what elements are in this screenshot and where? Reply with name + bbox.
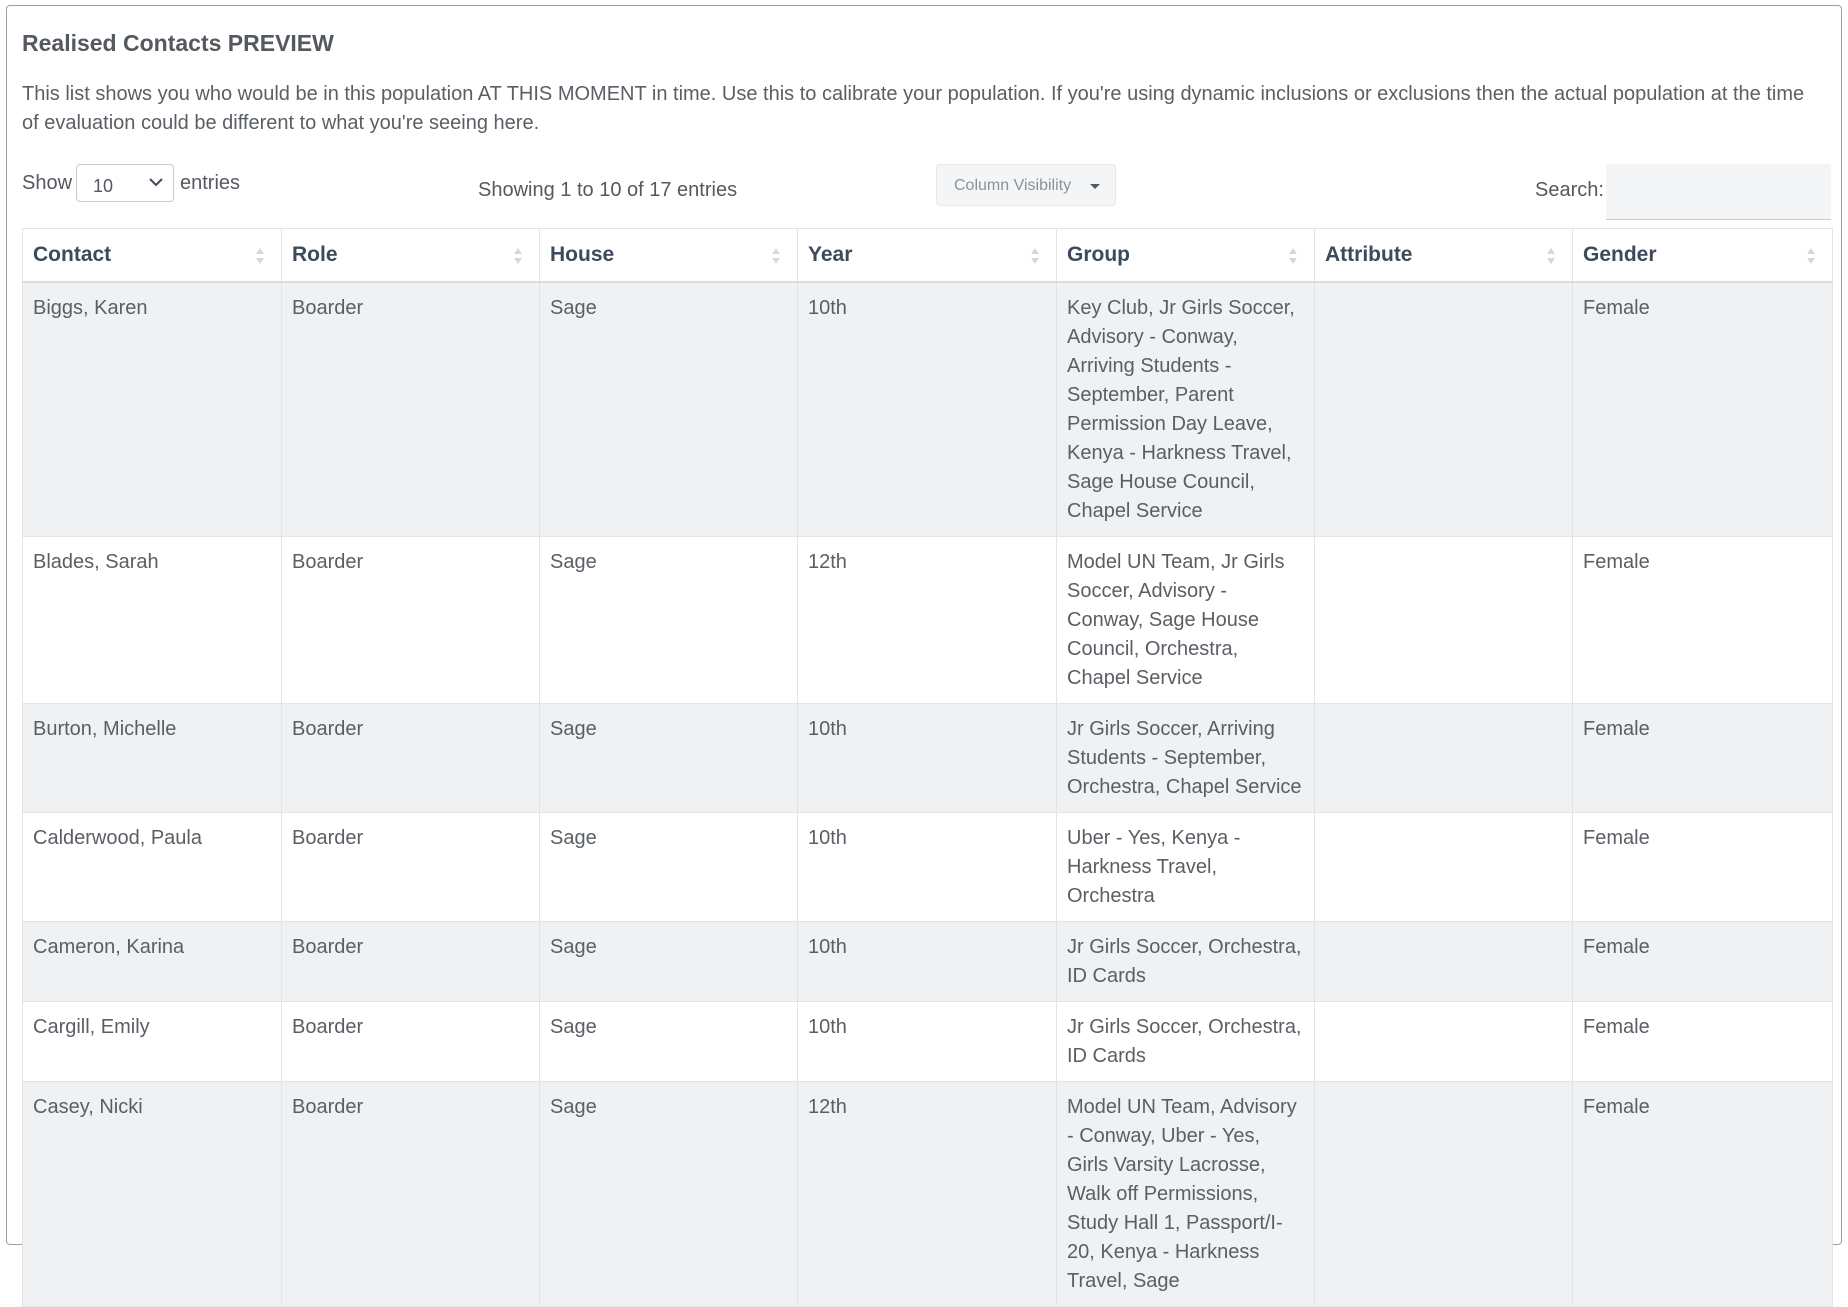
sort-icon	[1806, 246, 1816, 266]
cell-house: Sage	[540, 813, 798, 922]
cell-house: Sage	[540, 537, 798, 704]
column-header-label: Attribute	[1325, 243, 1413, 266]
cell-gender: Female	[1573, 813, 1833, 922]
entries-label: entries	[180, 172, 241, 194]
table-header-row	[23, 229, 1833, 283]
panel-description: This list shows you who would be in this population AT THIS MOMENT in time. Use this to calibrate your population. If you're using dynamic inclusions or exclusions then the actual population at the time of evaluation could be different to what you're seeing here.	[22, 83, 1805, 134]
cell-group: Jr Girls Soccer, Orchestra, ID Cards	[1057, 1002, 1315, 1082]
column-header-label: Contact	[33, 243, 112, 266]
column-header-label: Gender	[1583, 243, 1657, 266]
sort-icon	[1288, 246, 1298, 266]
column-header-contact[interactable]	[23, 229, 282, 283]
show-label: Show	[22, 172, 73, 194]
table-row[interactable]	[23, 282, 1833, 537]
cell-role: Boarder	[282, 922, 540, 1002]
cell-attribute	[1315, 282, 1573, 537]
column-header-role[interactable]	[282, 229, 540, 283]
cell-attribute	[1315, 922, 1573, 1002]
cell-attribute	[1315, 1082, 1573, 1307]
cell-gender: Female	[1573, 704, 1833, 813]
cell-gender: Female	[1573, 1002, 1833, 1082]
sort-icon	[255, 246, 265, 266]
cell-contact: Casey, Nicki	[23, 1082, 282, 1307]
cell-group: Key Club, Jr Girls Soccer, Advisory - Conway, Arriving Students - September, Parent Permission Day Leave, Kenya - Harkness Travel, Sage House Council, Chapel Service	[1057, 282, 1315, 537]
column-visibility-button[interactable]	[936, 164, 1116, 206]
cell-contact: Blades, Sarah	[23, 537, 282, 704]
cell-year: 10th	[798, 282, 1057, 537]
cell-year: 12th	[798, 1082, 1057, 1307]
sort-icon	[513, 246, 523, 266]
table-row[interactable]	[23, 1002, 1833, 1082]
column-header-year[interactable]	[798, 229, 1057, 283]
table-row[interactable]	[23, 704, 1833, 813]
sort-icon	[1030, 246, 1040, 266]
cell-gender: Female	[1573, 1082, 1833, 1307]
table-info: Showing 1 to 10 of 17 entries	[478, 179, 738, 201]
search-input[interactable]	[1606, 164, 1831, 220]
cell-role: Boarder	[282, 704, 540, 813]
search-label: Search:	[1535, 179, 1604, 201]
cell-attribute	[1315, 813, 1573, 922]
cell-role: Boarder	[282, 537, 540, 704]
table-row[interactable]	[23, 537, 1833, 704]
cell-attribute	[1315, 1002, 1573, 1082]
column-header-label: Group	[1067, 243, 1130, 266]
cell-contact: Calderwood, Paula	[23, 813, 282, 922]
sort-icon	[1546, 246, 1556, 266]
cell-contact: Cameron, Karina	[23, 922, 282, 1002]
caret-down-icon	[1090, 184, 1100, 189]
column-visibility-label: Column Visibility	[954, 177, 1072, 194]
cell-group: Uber - Yes, Kenya - Harkness Travel, Orchestra	[1057, 813, 1315, 922]
cell-gender: Female	[1573, 922, 1833, 1002]
cell-contact: Biggs, Karen	[23, 282, 282, 537]
realised-contacts-panel	[6, 5, 1842, 1292]
cell-year: 12th	[798, 537, 1057, 704]
cell-role: Boarder	[282, 282, 540, 537]
cell-house: Sage	[540, 282, 798, 537]
cell-contact: Burton, Michelle	[23, 704, 282, 813]
cell-role: Boarder	[282, 813, 540, 922]
cell-attribute	[1315, 704, 1573, 813]
column-header-house[interactable]	[540, 229, 798, 283]
table-row[interactable]	[23, 1082, 1833, 1307]
cell-year: 10th	[798, 1002, 1057, 1082]
column-header-gender[interactable]	[1573, 229, 1833, 283]
cell-year: 10th	[798, 922, 1057, 1002]
cell-contact: Cargill, Emily	[23, 1002, 282, 1082]
entries-per-page-select[interactable]	[76, 164, 174, 202]
cell-group: Model UN Team, Advisory - Conway, Uber - Yes, Girls Varsity Lacrosse, Walk off Permissions, Study Hall 1, Passport/I-20, Kenya - Harkness Travel, Sage	[1057, 1082, 1315, 1307]
table-body	[23, 282, 1833, 1307]
column-header-attribute[interactable]	[1315, 229, 1573, 283]
chevron-down-icon	[147, 173, 165, 191]
cell-house: Sage	[540, 1002, 798, 1082]
cell-gender: Female	[1573, 282, 1833, 537]
cell-house: Sage	[540, 922, 798, 1002]
cell-house: Sage	[540, 1082, 798, 1307]
cell-attribute	[1315, 537, 1573, 704]
contacts-table	[22, 228, 1833, 1307]
column-header-label: Role	[292, 243, 338, 266]
cell-gender: Female	[1573, 537, 1833, 704]
cell-group: Jr Girls Soccer, Orchestra, ID Cards	[1057, 922, 1315, 1002]
table-row[interactable]	[23, 813, 1833, 922]
column-header-label: House	[550, 243, 615, 266]
sort-icon	[771, 246, 781, 266]
table-row[interactable]	[23, 922, 1833, 1002]
cell-group: Model UN Team, Jr Girls Soccer, Advisory - Conway, Sage House Council, Orchestra, Chapel Service	[1057, 537, 1315, 704]
panel-title: Realised Contacts PREVIEW	[22, 30, 334, 56]
column-header-label: Year	[808, 243, 853, 266]
cell-role: Boarder	[282, 1082, 540, 1307]
cell-group: Jr Girls Soccer, Arriving Students - September, Orchestra, Chapel Service	[1057, 704, 1315, 813]
column-header-group[interactable]	[1057, 229, 1315, 283]
cell-house: Sage	[540, 704, 798, 813]
cell-year: 10th	[798, 704, 1057, 813]
cell-role: Boarder	[282, 1002, 540, 1082]
entries-select-value: 10	[93, 176, 114, 196]
cell-year: 10th	[798, 813, 1057, 922]
table-controls	[7, 164, 1841, 224]
